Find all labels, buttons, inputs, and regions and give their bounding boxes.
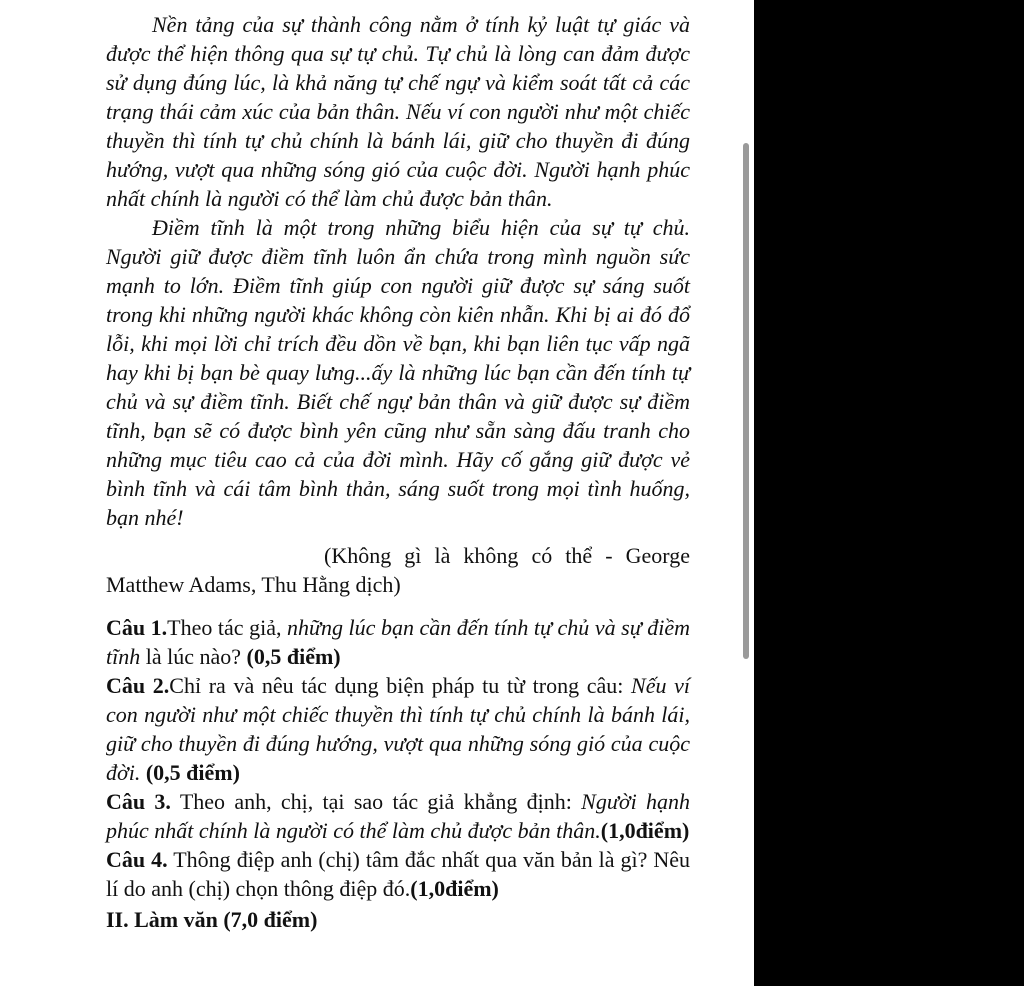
passage-source: (Không gì là không có thể - George Matthew Adams, Thu Hằng dịch) <box>106 543 690 597</box>
question-1-label: Câu 1. <box>106 615 168 640</box>
question-3 <box>106 787 690 845</box>
passage-paragraph-2: Điềm tĩnh là một trong những biểu hiện của sự tự chủ. Người giữ được điềm tĩnh luôn ẩn chứa trong mình nguồn sức mạnh to lớn. Điềm tĩnh giúp con người giữ được sự sáng suốt trong khi những người khác không còn kiên nhẫn. Khi bị ai đó đổ lỗi, khi mọi lời chỉ trích đều dồn về bạn, khi bạn liên tục vấp ngã hay khi bị bạn bè quay lưng...ấy là những lúc bạn cần đến tính tự chủ và sự điềm tĩnh. Biết chế ngự bản thân và giữ được sự điềm tĩnh, bạn sẽ có được bình yên cũng như sẵn sàng đấu tranh cho những mục tiêu cao cả của đời mình. Hãy cố gắng giữ được vẻ bình tĩnh và cái tâm bình thản, sáng suốt trong mọi tình huống, bạn nhé! <box>106 215 690 530</box>
question-2 <box>106 671 690 787</box>
question-2-text-a: Chỉ ra và nêu tác dụng biện pháp tu từ trong câu: <box>169 673 632 698</box>
question-4-label: Câu 4. <box>106 847 168 872</box>
question-2-label: Câu 2. <box>106 673 170 698</box>
question-3-text-b: Người hạnh phúc nhất chính là người có thể làm chủ được bản thân. <box>106 789 690 843</box>
question-3-points: (1,0điểm) <box>600 818 690 843</box>
question-4-points: (1,0điểm) <box>410 876 499 901</box>
black-side-panel <box>754 0 1024 986</box>
document-text <box>106 10 691 932</box>
next-section-heading: II. Làm văn (7,0 điểm) <box>106 907 318 932</box>
vertical-scrollbar[interactable] <box>743 143 749 659</box>
question-2-points: (0,5 điểm) <box>145 760 240 785</box>
question-3-label: Câu 3. <box>106 789 171 814</box>
question-1-points: (0,5 điểm) <box>246 644 341 669</box>
question-4 <box>106 845 690 903</box>
question-1 <box>106 613 690 671</box>
question-4-text-a: Thông điệp anh (chị) tâm đắc nhất qua văn bản là gì? Nêu lí do anh (chị) chọn thông điệp đó. <box>106 847 691 901</box>
question-3-text-a: Theo anh, chị, tại sao tác giả khẳng định: <box>170 789 582 814</box>
question-2-text-b: Nếu ví con người như một chiếc thuyền thì tính tự chủ chính là bánh lái, giữ cho thuyền đi đúng hướng, vượt qua những sóng gió của cuộc đời. <box>106 673 690 785</box>
passage-paragraph-1: Nền tảng của sự thành công nằm ở tính kỷ luật tự giác và được thể hiện thông qua sự tự chủ. Tự chủ là lòng can đảm được sử dụng đúng lúc, là khả năng tự chế ngự và kiểm soát tất cả các trạng thái cảm xúc của bản thân. Nếu ví con người như một chiếc thuyền thì tính tự chủ chính là bánh lái, giữ cho thuyền đi đúng hướng, vượt qua những sóng gió của cuộc đời. Người hạnh phúc nhất chính là người có thể làm chủ được bản thân. <box>106 12 690 211</box>
question-1-text-c: là lúc nào? <box>140 644 247 669</box>
question-1-text-b: những lúc bạn cần đến tính tự chủ và sự điềm tĩnh <box>106 615 690 669</box>
question-1-text-a: Theo tác giả, <box>167 615 288 640</box>
